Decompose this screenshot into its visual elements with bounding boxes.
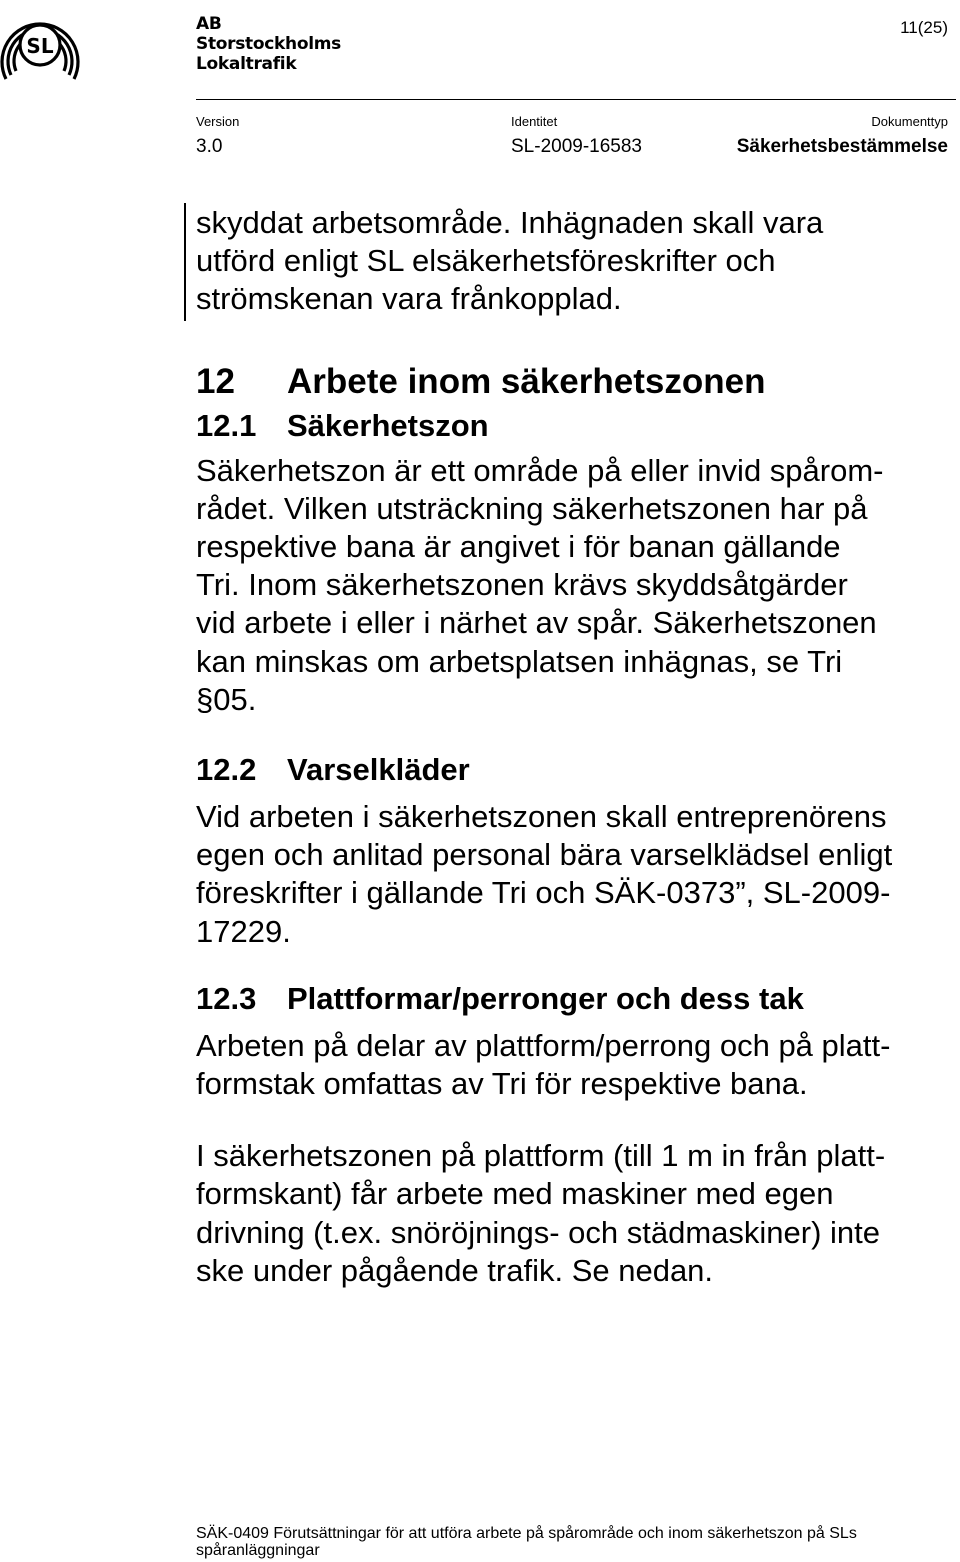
text-line: §05. [196, 681, 257, 717]
company-line: Storstockholms [196, 34, 341, 54]
doctype-value: Säkerhetsbestämmelse [736, 136, 948, 157]
page-number: 11(25) [900, 18, 948, 37]
subsection-number: 12.1 [196, 407, 257, 443]
text-line: I säkerhetszonen på plattform (till 1 m in från platt- [196, 1138, 886, 1174]
footer-line: SÄK-0409 Förutsättningar för att utföra arbete på spårområde och inom säkerhetszon på SLs [196, 1525, 857, 1542]
text-line: respektive bana är angivet i för banan gällande [196, 529, 841, 565]
page-footer [196, 1525, 956, 1559]
subsection-heading [196, 750, 948, 790]
subsection-heading [196, 979, 948, 1019]
subsection-heading [196, 406, 948, 446]
text-line: rådet. Vilken utsträckning säkerhetszonen har på [196, 490, 868, 526]
text-line: egen och anlitad personal bära varselklädsel enligt [196, 837, 893, 873]
section-number: 12 [196, 361, 235, 401]
company-name [196, 14, 496, 74]
text-line: föreskrifter i gällande Tri och SÄK-0373”, SL-2009- [196, 875, 891, 911]
header-divider [196, 99, 956, 100]
doctype-field [737, 114, 948, 159]
text-line: Vid arbeten i säkerhetszonen skall entreprenörens [196, 799, 887, 835]
logo-lettering: SL [26, 34, 54, 58]
identity-field [511, 114, 642, 159]
subsection-title: Plattformar/perronger och dess tak [287, 980, 804, 1016]
revision-bar [184, 203, 186, 321]
text-line: strömskenan vara frånkopplad. [196, 281, 622, 317]
text-line: kan minskas om arbetsplatsen inhägnas, se Tri [196, 643, 843, 679]
subsection-title: Säkerhetszon [287, 407, 489, 443]
identity-label: Identitet [511, 114, 558, 129]
document-body [196, 204, 948, 1290]
text-line: vid arbete i eller i närhet av spår. Säkerhetszonen [196, 605, 877, 641]
paragraph [196, 452, 948, 719]
text-line: formskant) får arbete med maskiner med egen [196, 1176, 834, 1212]
company-line: Lokaltrafik [196, 54, 297, 74]
text-line: drivning (t.ex. snöröjnings- och städmaskiner) inte [196, 1214, 881, 1250]
text-line: skyddat arbetsområde. Inhägnaden skall vara [196, 205, 824, 240]
footer-line: spåranläggningar [196, 1542, 320, 1559]
paragraph [196, 1027, 948, 1103]
version-label: Version [196, 114, 240, 129]
text-line: Arbeten på delar av plattform/perrong och på platt- [196, 1027, 891, 1063]
sl-logo [0, 5, 80, 87]
company-line: AB [196, 14, 222, 34]
text-line: Tri. Inom säkerhetszonen krävs skyddsåtgärder [196, 567, 848, 603]
section-title: Arbete inom säkerhetszonen [287, 361, 766, 401]
section-heading [196, 360, 948, 404]
paragraph [196, 1137, 948, 1290]
text-line: Säkerhetszon är ett område på eller invid spårom- [196, 452, 884, 488]
version-field [196, 114, 239, 159]
doctype-label: Dokumenttyp [871, 114, 948, 129]
paragraph [196, 798, 948, 951]
subsection-number: 12.3 [196, 980, 257, 1016]
text-line: ske under pågående trafik. Se nedan. [196, 1252, 714, 1288]
version-value: 3.0 [196, 136, 223, 157]
text-line: formstak omfattas av Tri för respektive bana. [196, 1066, 808, 1102]
text-line: utförd enligt SL elsäkerhetsföreskrifter och [196, 243, 776, 279]
subsection-title: Varselkläder [287, 752, 470, 788]
identity-value: SL-2009-16583 [511, 136, 642, 157]
intro-paragraph [196, 204, 948, 319]
subsection-number: 12.2 [196, 752, 257, 788]
text-line: 17229. [196, 913, 291, 949]
